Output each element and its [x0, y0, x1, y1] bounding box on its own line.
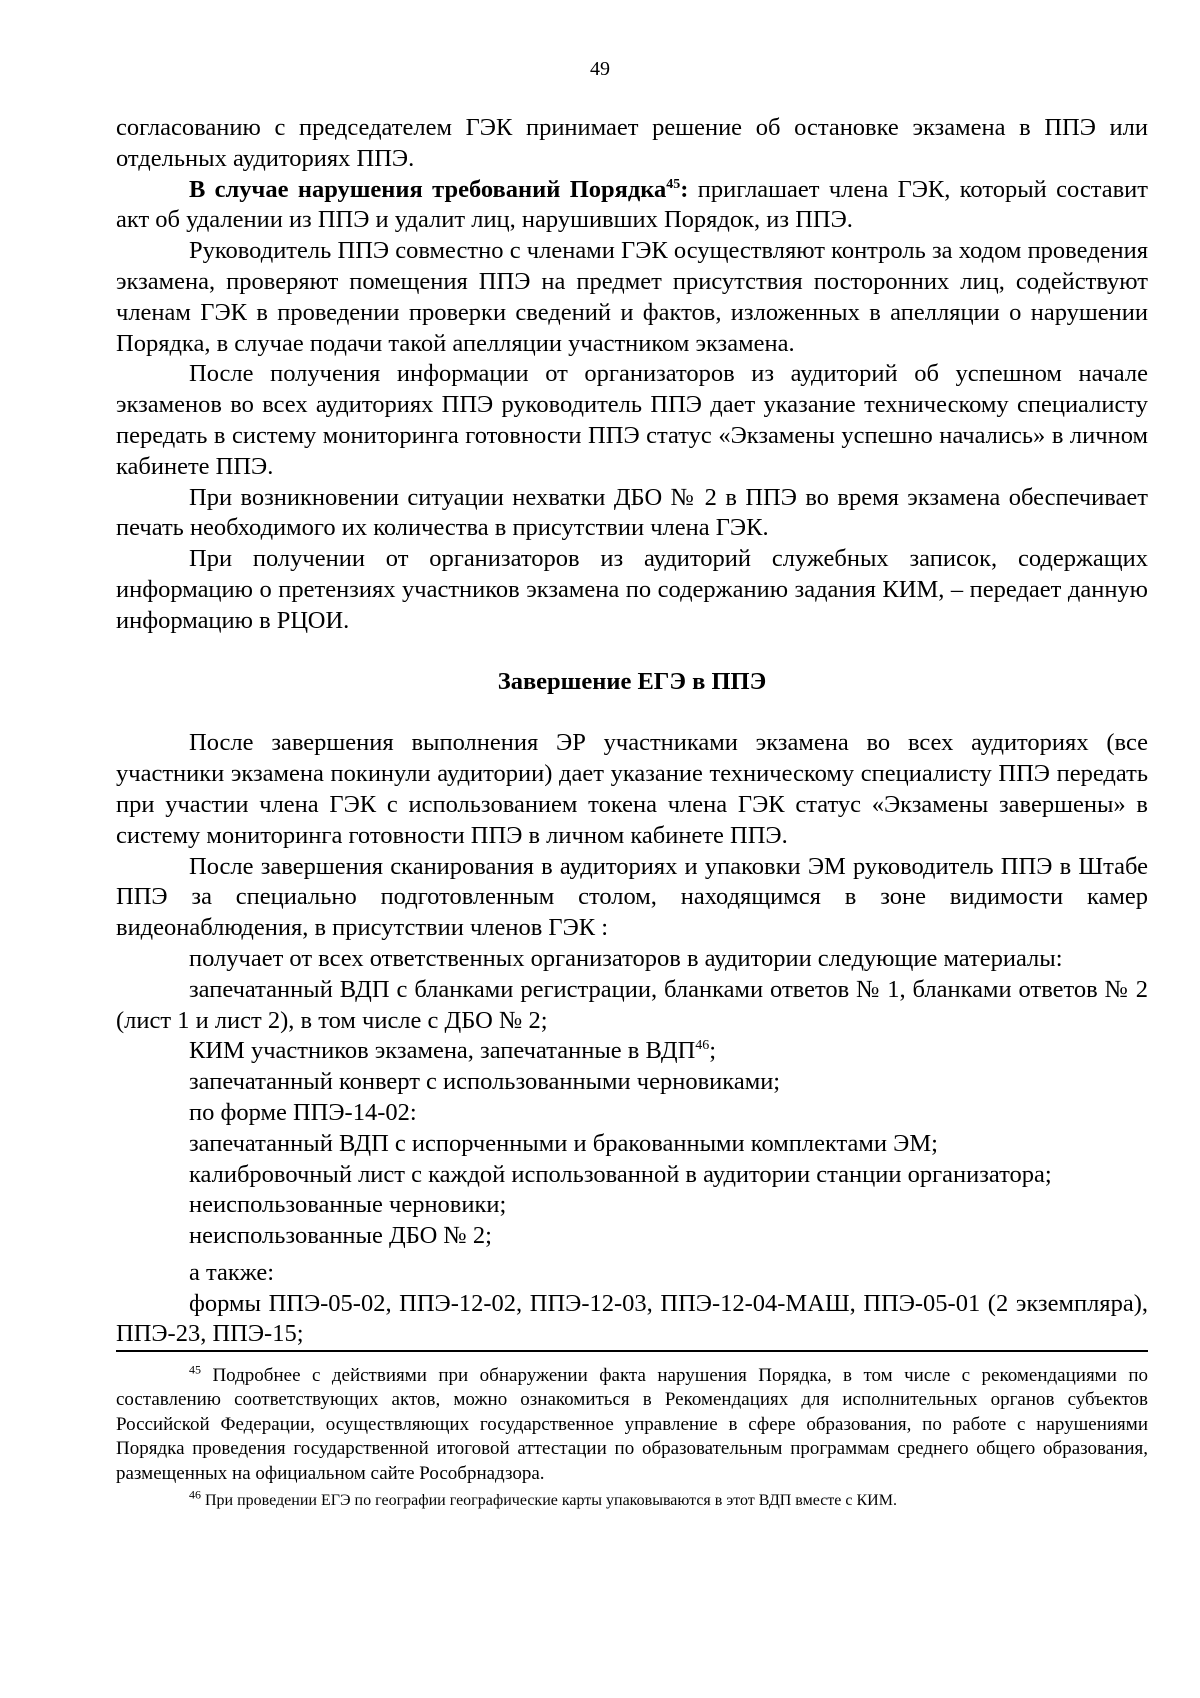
list-item: неиспользованные ДБО № 2; — [189, 1222, 492, 1250]
page-number: 49 — [590, 58, 610, 80]
paragraph: Руководитель ППЭ совместно с членами ГЭК осуществляют контроль за ходом проведения экзамена, проверяют помещения ППЭ на предмет присутствия посторонних лиц, содействуют членам ГЭК в проведении проверки сведений и фактов, изложенных в апелляции о нарушении Порядка, в случае подачи такой апелляции участником экзамена. — [116, 237, 1148, 357]
body-text — [116, 113, 1148, 1350]
list-item — [116, 1036, 1148, 1067]
list-item: запечатанный ВДП с бланками регистрации, бланками ответов № 1, бланками ответов № 2 (лист 1 и лист 2), в том числе с ДБО № 2; — [116, 975, 1148, 1034]
footnote-number: 46 — [189, 1487, 201, 1502]
footnote-text: Подробнее с действиями при обнаружении факта нарушения Порядка, в том числе с рекомендациями по составлению соответствующих актов, можно ознакомиться в Рекомендациях для исполнительных органов субъектов Российской Федерации, осуществляющих государственное управление в сфере образования, по работе с нарушениями Порядка проведения государственной итоговой аттестации по образовательным программам среднего общего образования, размещенных на официальном сайте Рособрнадзора. — [116, 1365, 1148, 1484]
paragraph: согласованию с председателем ГЭК принимает решение об остановке экзамена в ППЭ или отдельных аудиториях ППЭ. — [116, 114, 1148, 172]
paragraph: При возникновении ситуации нехватки ДБО № 2 в ППЭ во время экзамена обеспечивает печать необходимого их количества в присутствии члена ГЭК. — [116, 483, 1148, 542]
footnote-ref-46[interactable]: 46 — [695, 1038, 710, 1054]
paragraph-violation — [116, 175, 1148, 237]
footnotes — [116, 1364, 1148, 1513]
list-item: по форме ППЭ-14-02: — [189, 1098, 417, 1126]
list-item: запечатанный ВДП с испорченными и бракованными комплектами ЭМ; — [189, 1129, 938, 1157]
list-item: запечатанный конверт с использованными черновиками; — [189, 1068, 781, 1096]
list-item: калибровочный лист с каждой использованной в аудитории станции организатора; — [189, 1160, 1052, 1188]
bold-colon: : — [680, 175, 689, 203]
paragraph: При получении от организаторов из аудиторий служебных записок, содержащих информацию о претензиях участников экзамена по содержанию задания КИМ, – передает данную информацию в РЦОИ. — [116, 545, 1148, 634]
bold-lead: В случае нарушения требований Порядка — [189, 175, 667, 203]
list-item-end: ; — [709, 1037, 717, 1065]
list-item: неиспользованные черновики; — [189, 1191, 507, 1219]
list-item-text: КИМ участников экзамена, запечатанные в ВДП — [189, 1037, 696, 1065]
footnote-text: При проведении ЕГЭ по географии географические карты упаковываются в этот ВДП вместе с КИМ. — [201, 1492, 897, 1510]
paragraph: После получения информации от организаторов из аудиторий об успешном начале экзаменов во всех аудиториях ППЭ руководитель ППЭ дает указание техническому специалисту передать в систему мониторинга готовности ППЭ статус «Экзамены успешно начались» в личном кабинете ППЭ. — [116, 360, 1148, 480]
footnote-ref-45[interactable]: 45 — [666, 176, 681, 192]
footnote-46 — [116, 1489, 1148, 1513]
section-heading: Завершение ЕГЭ в ППЭ — [497, 667, 767, 695]
list-item: формы ППЭ-05-02, ППЭ-12-02, ППЭ-12-03, ППЭ-12-04-МАШ, ППЭ-05-01 (2 экземпляра), ППЭ-23, ППЭ-15; — [116, 1289, 1148, 1348]
list-item: а также: — [189, 1258, 275, 1286]
paragraph: После завершения сканирования в аудиториях и упаковки ЭМ руководитель ППЭ в Штабе ППЭ за специально подготовленным столом, находящимся в зоне видимости камер видеонаблюдения, в присутствии членов ГЭК : — [116, 852, 1148, 942]
paragraph: После завершения выполнения ЭР участниками экзамена во всех аудиториях (все участники экзамена покинули аудитории) дает указание техническому специалисту ППЭ передать при участии члена ГЭК с использованием токена члена ГЭК статус «Экзамены завершены» в систему мониторинга готовности ППЭ в личном кабинете ППЭ. — [116, 729, 1148, 849]
list-item: получает от всех ответственных организаторов в аудитории следующие материалы: — [189, 944, 1063, 972]
footnote-45 — [116, 1364, 1148, 1486]
paragraph-text: приглашает члена ГЭК, который составит акт об удалении из ППЭ и удалит лиц, нарушивших Порядок, из ППЭ. — [116, 175, 1148, 234]
footnote-number: 45 — [189, 1362, 201, 1377]
footnote-divider — [116, 1350, 1148, 1352]
